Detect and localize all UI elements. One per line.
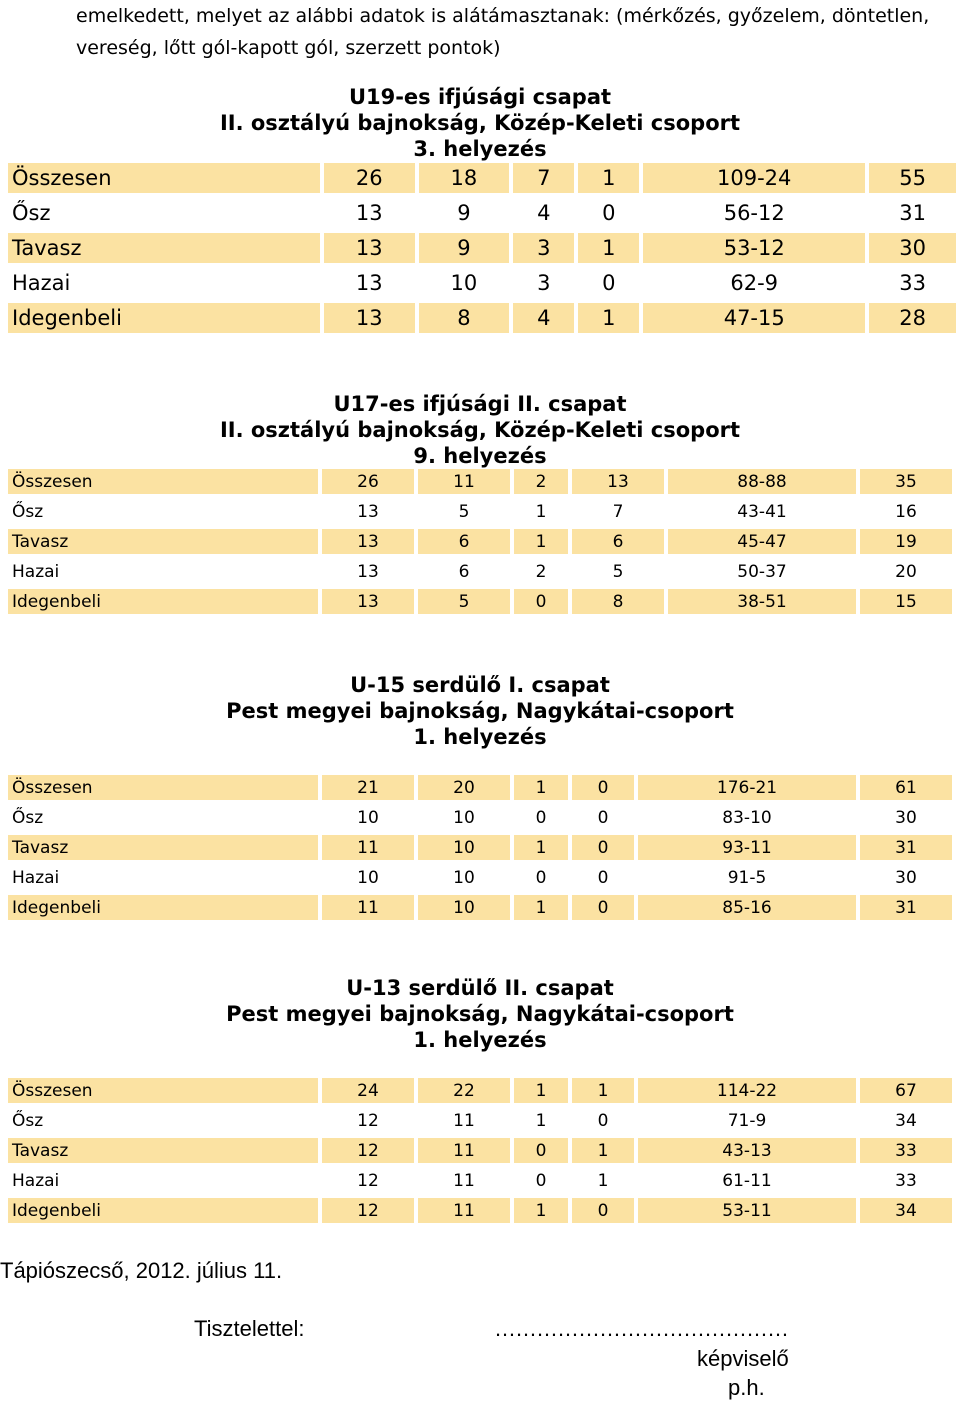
stat-cell: 0 xyxy=(572,775,634,800)
stat-cell: 62-9 xyxy=(730,271,779,295)
stat-cell: 0 xyxy=(514,589,568,614)
stat-cell: 34 xyxy=(895,1110,917,1131)
row-label: Ősz xyxy=(12,1110,44,1131)
stat-cell: 1 xyxy=(535,1110,547,1131)
stat-cell: 5 xyxy=(458,501,470,522)
seal-mark: p.h. xyxy=(728,1375,765,1400)
stat-cell: 30 xyxy=(895,867,917,888)
table-row xyxy=(8,895,952,920)
stats-table-u15 xyxy=(4,770,956,925)
stat-cell: 34 xyxy=(860,1198,952,1223)
stat-cell: 1 xyxy=(514,835,568,860)
table-row xyxy=(8,163,956,193)
stat-cell: 10 xyxy=(453,807,475,828)
row-label: Összesen xyxy=(8,469,318,494)
stat-cell: 3 xyxy=(513,233,574,263)
stat-cell: 28 xyxy=(869,303,956,333)
stat-cell: 56-12 xyxy=(723,201,785,225)
table-row xyxy=(8,529,952,554)
signatory-role: képviselő xyxy=(697,1346,789,1371)
intro-paragraph xyxy=(76,0,956,64)
stat-cell: 19 xyxy=(860,529,952,554)
stat-cell: 114-22 xyxy=(638,1078,856,1103)
stat-cell: 47-15 xyxy=(643,303,865,333)
stat-cell: 0 xyxy=(535,867,547,888)
placement: 1. helyezés xyxy=(413,725,547,749)
stats-table-u13 xyxy=(4,1073,956,1228)
stat-cell: 4 xyxy=(513,303,574,333)
stat-cell: 13 xyxy=(322,589,414,614)
stat-cell: 1 xyxy=(572,1138,634,1163)
stat-cell: 93-11 xyxy=(638,835,856,860)
stat-cell: 15 xyxy=(860,589,952,614)
greeting: Tisztelettel: xyxy=(194,1316,305,1341)
stat-cell: 67 xyxy=(860,1078,952,1103)
table-row xyxy=(8,835,952,860)
stat-cell: 0 xyxy=(597,807,609,828)
stat-cell: 5 xyxy=(418,589,510,614)
stat-cell: 13 xyxy=(324,233,415,263)
stat-cell: 13 xyxy=(324,303,415,333)
row-label: Összesen xyxy=(8,1078,318,1103)
stat-cell: 11 xyxy=(453,1170,475,1191)
stat-cell: 1 xyxy=(597,1170,609,1191)
stat-cell: 10 xyxy=(450,271,478,295)
stat-cell: 11 xyxy=(418,469,510,494)
row-label: Tavasz xyxy=(8,529,318,554)
stat-cell: 0 xyxy=(514,1138,568,1163)
stat-cell: 0 xyxy=(602,201,616,225)
section-u17 xyxy=(0,391,960,469)
stat-cell: 88-88 xyxy=(668,469,856,494)
stat-cell: 83-10 xyxy=(722,807,772,828)
stats-table-u17 xyxy=(4,464,956,619)
league-name: II. osztályú bajnokság, Közép-Keleti csoport xyxy=(219,111,741,135)
stat-cell: 12 xyxy=(357,1170,379,1191)
row-label: Hazai xyxy=(12,271,71,295)
table-row xyxy=(8,775,952,800)
stat-cell: 31 xyxy=(899,201,926,225)
table-row xyxy=(8,1138,952,1163)
place-date: Tápiószecső, 2012. július 11. xyxy=(0,1258,283,1283)
stat-cell: 6 xyxy=(418,529,510,554)
stat-cell: 85-16 xyxy=(638,895,856,920)
table-row xyxy=(8,805,952,830)
stat-cell: 12 xyxy=(322,1198,414,1223)
table-row xyxy=(8,589,952,614)
section-heading xyxy=(0,391,960,469)
stat-cell: 109-24 xyxy=(643,163,865,193)
table-row xyxy=(8,469,952,494)
stat-cell: 13 xyxy=(322,529,414,554)
stat-cell: 176-21 xyxy=(638,775,856,800)
stat-cell: 0 xyxy=(535,1170,547,1191)
stat-cell: 61 xyxy=(860,775,952,800)
league-name: Pest megyei bajnokság, Nagykátai-csoport xyxy=(226,699,734,723)
row-label: Idegenbeli xyxy=(8,1198,318,1223)
team-name: U-15 serdülő I. csapat xyxy=(350,673,610,697)
row-label: Ősz xyxy=(12,807,44,828)
stat-cell: 22 xyxy=(418,1078,510,1103)
stat-cell: 10 xyxy=(357,807,379,828)
stat-cell: 10 xyxy=(418,835,510,860)
stat-cell: 13 xyxy=(355,201,383,225)
stat-cell: 30 xyxy=(869,233,956,263)
stat-cell: 1 xyxy=(514,1078,568,1103)
stat-cell: 11 xyxy=(418,1138,510,1163)
stat-cell: 0 xyxy=(597,1110,609,1131)
stat-cell: 10 xyxy=(453,867,475,888)
stat-cell: 24 xyxy=(322,1078,414,1103)
stat-cell: 1 xyxy=(578,303,639,333)
stat-cell: 9 xyxy=(457,201,471,225)
stat-cell: 8 xyxy=(419,303,510,333)
signature-line: …………………………………… xyxy=(494,1316,788,1341)
stat-cell: 1 xyxy=(514,775,568,800)
row-label: Összesen xyxy=(8,775,318,800)
team-name: U19-es ifjúsági csapat xyxy=(348,85,612,109)
stat-cell: 33 xyxy=(895,1170,917,1191)
stat-cell: 2 xyxy=(535,561,547,582)
stat-cell: 43-41 xyxy=(737,501,787,522)
stat-cell: 18 xyxy=(419,163,510,193)
stat-cell: 11 xyxy=(322,895,414,920)
row-label: Idegenbeli xyxy=(8,589,318,614)
section-u13 xyxy=(0,975,960,1053)
stat-cell: 16 xyxy=(895,501,917,522)
stat-cell: 31 xyxy=(860,895,952,920)
stat-cell: 31 xyxy=(860,835,952,860)
stat-cell: 20 xyxy=(418,775,510,800)
table-row xyxy=(8,559,952,584)
team-name: U-13 serdülő II. csapat xyxy=(346,976,614,1000)
stat-cell: 11 xyxy=(453,1110,475,1131)
stat-cell: 0 xyxy=(535,807,547,828)
row-label: Ősz xyxy=(12,201,51,225)
table-row xyxy=(8,499,952,524)
placement: 1. helyezés xyxy=(413,1028,547,1052)
stat-cell: 0 xyxy=(572,835,634,860)
intro-line-2: vereség, lőtt gól-kapott gól, szerzett pontok) xyxy=(76,37,501,59)
stat-cell: 53-12 xyxy=(643,233,865,263)
stat-cell: 0 xyxy=(597,867,609,888)
stat-cell: 20 xyxy=(895,561,917,582)
stat-cell: 6 xyxy=(458,561,470,582)
table-row xyxy=(8,268,956,298)
stat-cell: 13 xyxy=(357,561,379,582)
row-label: Hazai xyxy=(12,867,60,888)
placement: 9. helyezés xyxy=(413,444,547,468)
stat-cell: 1 xyxy=(514,895,568,920)
stat-cell: 8 xyxy=(572,589,664,614)
stat-cell: 1 xyxy=(578,233,639,263)
stat-cell: 2 xyxy=(514,469,568,494)
league-name: II. osztályú bajnokság, Közép-Keleti csoport xyxy=(219,418,741,442)
stat-cell: 53-11 xyxy=(638,1198,856,1223)
row-label: Tavasz xyxy=(8,233,320,263)
row-label: Tavasz xyxy=(8,835,318,860)
table-row xyxy=(8,1078,952,1103)
stat-cell: 43-13 xyxy=(638,1138,856,1163)
stat-cell: 0 xyxy=(572,895,634,920)
row-label: Ősz xyxy=(12,501,44,522)
stat-cell: 4 xyxy=(537,201,551,225)
stat-cell: 55 xyxy=(869,163,956,193)
stat-cell: 3 xyxy=(537,271,551,295)
stat-cell: 12 xyxy=(322,1138,414,1163)
table-row xyxy=(8,1198,952,1223)
stat-cell: 12 xyxy=(357,1110,379,1131)
stat-cell: 13 xyxy=(355,271,383,295)
stat-cell: 1 xyxy=(572,1078,634,1103)
row-label: Tavasz xyxy=(8,1138,318,1163)
stat-cell: 26 xyxy=(322,469,414,494)
row-label: Összesen xyxy=(8,163,320,193)
stat-cell: 11 xyxy=(418,1198,510,1223)
table-row xyxy=(8,233,956,263)
stat-cell: 35 xyxy=(860,469,952,494)
team-name: U17-es ifjúsági II. csapat xyxy=(333,392,627,416)
row-label: Hazai xyxy=(12,561,60,582)
table-row xyxy=(8,303,956,333)
section-u15 xyxy=(0,672,960,750)
stat-cell: 5 xyxy=(612,561,624,582)
stat-cell: 1 xyxy=(535,501,547,522)
stat-cell: 1 xyxy=(578,163,639,193)
stat-cell: 38-51 xyxy=(668,589,856,614)
stat-cell: 13 xyxy=(572,469,664,494)
stat-cell: 21 xyxy=(322,775,414,800)
stat-cell: 10 xyxy=(418,895,510,920)
stat-cell: 11 xyxy=(322,835,414,860)
stat-cell: 0 xyxy=(602,271,616,295)
stat-cell: 91-5 xyxy=(727,867,767,888)
stat-cell: 45-47 xyxy=(668,529,856,554)
intro-line-1: emelkedett, melyet az alábbi adatok is alátámasztanak: (mérkőzés, győzelem, döntetlen, xyxy=(76,5,930,27)
stat-cell: 1 xyxy=(514,1198,568,1223)
stat-cell: 33 xyxy=(899,271,926,295)
stat-cell: 7 xyxy=(612,501,624,522)
table-row xyxy=(8,1168,952,1193)
row-label: Hazai xyxy=(12,1170,60,1191)
section-heading xyxy=(0,975,960,1053)
stats-table-u19 xyxy=(4,158,960,338)
placement: 3. helyezés xyxy=(413,137,547,161)
table-row xyxy=(8,1108,952,1133)
stat-cell: 30 xyxy=(895,807,917,828)
section-u19 xyxy=(0,84,960,162)
section-heading xyxy=(0,84,960,162)
stat-cell: 50-37 xyxy=(737,561,787,582)
section-heading xyxy=(0,672,960,750)
stat-cell: 33 xyxy=(860,1138,952,1163)
stat-cell: 10 xyxy=(357,867,379,888)
stat-cell: 71-9 xyxy=(727,1110,767,1131)
stat-cell: 7 xyxy=(513,163,574,193)
stat-cell: 26 xyxy=(324,163,415,193)
stat-cell: 1 xyxy=(514,529,568,554)
stat-cell: 9 xyxy=(419,233,510,263)
stat-cell: 6 xyxy=(572,529,664,554)
stat-cell: 13 xyxy=(357,501,379,522)
stat-cell: 61-11 xyxy=(722,1170,772,1191)
league-name: Pest megyei bajnokság, Nagykátai-csoport xyxy=(226,1002,734,1026)
table-row xyxy=(8,198,956,228)
row-label: Idegenbeli xyxy=(8,303,320,333)
stat-cell: 0 xyxy=(572,1198,634,1223)
table-row xyxy=(8,865,952,890)
row-label: Idegenbeli xyxy=(8,895,318,920)
